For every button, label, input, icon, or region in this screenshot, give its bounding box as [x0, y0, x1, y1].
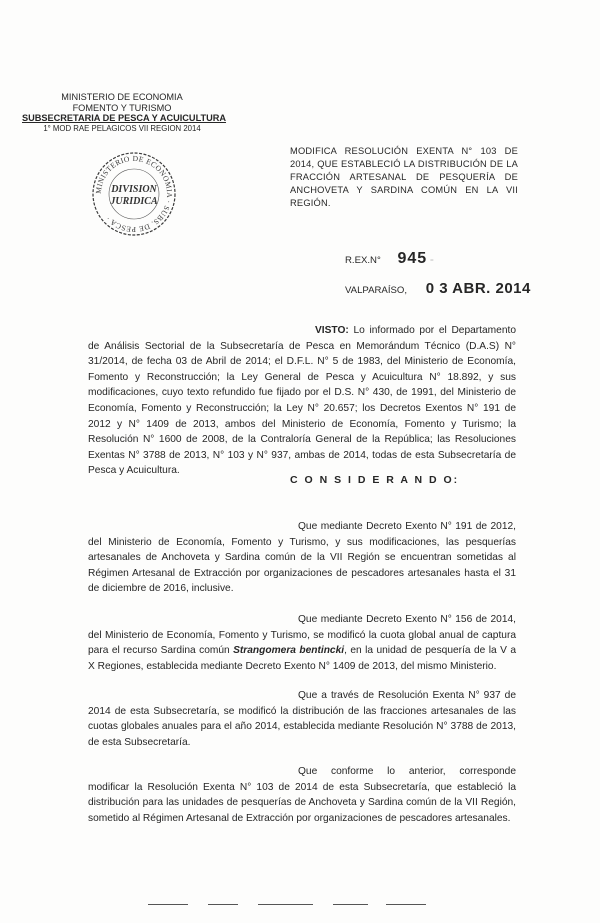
resolution-suffix: - [429, 252, 434, 266]
visto-text: Lo informado por el Departamento de Análisis Sectorial de la Subsecretaría de Pesca en Memorándum Técnico (D.A.S) N° 31/2014, de fecha 03 de Abril de 2014; el D.F.L. N° 5 de 1983, del Ministerio de Economía, Fomento y Reconstrucción; la Ley General de Pesca y Acuicultura N° 18.892, y sus modificaciones, cuyo texto refundido fue fijado por el D.S. N° 430, de 1991, del Ministerio de Economía, Fomento y Reconstrucción; la Ley N° 20.657; los Decretos Exentos N° 191 de 2012 y N° 1409 de 2013, ambos del Ministerio de Economía, Fomento y Turismo; la Resolución N° 1600 de 2008, de la Contraloría General de la República; las Resoluciones Exentas N° 3788 de 2013, N° 103 y N° 937, ambas de 2014, todas de esta Subsecretaría de Pesca y Acuicultura. [88, 325, 516, 477]
seal-center-line-1: DIVISION [111, 184, 157, 195]
ministry-line-2: FOMENTO Y TURISMO [72, 102, 172, 113]
resolution-number: 945 [397, 250, 428, 267]
reference-line: 1° MOD RAE PELAGICOS VII REGION 2014 [43, 123, 201, 133]
visto-label: VISTO: [315, 325, 349, 336]
resolution-subject [290, 145, 518, 210]
place-label: VALPARAÍSO, [345, 285, 408, 296]
issuer-header [22, 92, 227, 134]
seal-center-line-2: JURIDICA [110, 196, 158, 207]
considerando-text-4: Que conforme lo anterior, corresponde modificar la Resolución Exenta N° 103 de 2014 de esta Subsecretaría, que estableció la distribución para las unidades de pesquerías de Anchoveta y Sardina común de la VII Región, sometido al Régimen Artesanal de Extracción por organizaciones de pescadores artesanales. [88, 766, 516, 824]
p2-after: , en la unidad de pesquería de la V a X Regiones, establecida mediante Decreto Exento N° 1409 de 2013, del mismo Ministerio. [88, 645, 516, 672]
considerando-paragraph-3 [88, 688, 516, 750]
resolution-number-line [345, 250, 434, 268]
considerando-paragraph-4 [88, 764, 516, 826]
visto-paragraph [88, 323, 516, 479]
seal-ring-text: MINISTERIO DE ECONOMIA · SUBS. DE PESCA · [93, 153, 175, 235]
date-stamp: 0 3 ABR. 2014 [425, 280, 531, 297]
subject-text: MODIFICA RESOLUCIÓN EXENTA N° 103 DE 2014, QUE ESTABLECIÓ LA DISTRIBUCIÓN DE LA FRACCIÓN ARTESANAL DE PESQUERÍA DE ANCHOVETA Y SARDINA COMÚN EN LA VII REGIÓN. [290, 146, 518, 208]
bottom-scan-marks [148, 904, 428, 910]
considerando-paragraph-2 [88, 612, 516, 674]
place-date-line [345, 280, 531, 297]
visto-section [88, 323, 516, 479]
species-name: Strangomera bentincki [233, 645, 345, 657]
considerando-heading: C O N S I D E R A N D O: [290, 474, 460, 486]
considerando-paragraph-1 [88, 519, 516, 597]
resolution-label: R.EX.N° [345, 255, 381, 266]
subsecretaria-line: SUBSECRETARIA DE PESCA Y ACUICULTURA [22, 113, 227, 123]
division-juridica-seal [90, 150, 178, 238]
considerando-text-3: Que a través de Resolución Exenta N° 937 de 2014 de esta Subsecretaría, se modificó la distribución de las fracciones artesanales de las cuotas globales anuales para el año 2014, establecida mediante Resolución N° 3788 de 2013, de esta Subsecretaría. [88, 690, 516, 748]
considerando-text-1: Que mediante Decreto Exento N° 191 de 2012, del Ministerio de Economía, Fomento y Turismo, y sus modificaciones, las pesquerías artesanales de Anchoveta y Sardina común de la VII Región se encuentran sometidas al Régimen Artesanal de Extracción por organizaciones de pescadores artesanales hasta el 31 de diciembre de 2016, inclusive. [88, 521, 516, 595]
ministry-line-1: MINISTERIO DE ECONOMIA [61, 92, 183, 102]
considerando-text-2 [88, 612, 516, 674]
p2-before: Que mediante Decreto Exento N° 156 de 2014, del Ministerio de Economía, Fomento y Turismo, se modificó la cuota global anual de captura para el recurso Sardina común [88, 614, 516, 657]
